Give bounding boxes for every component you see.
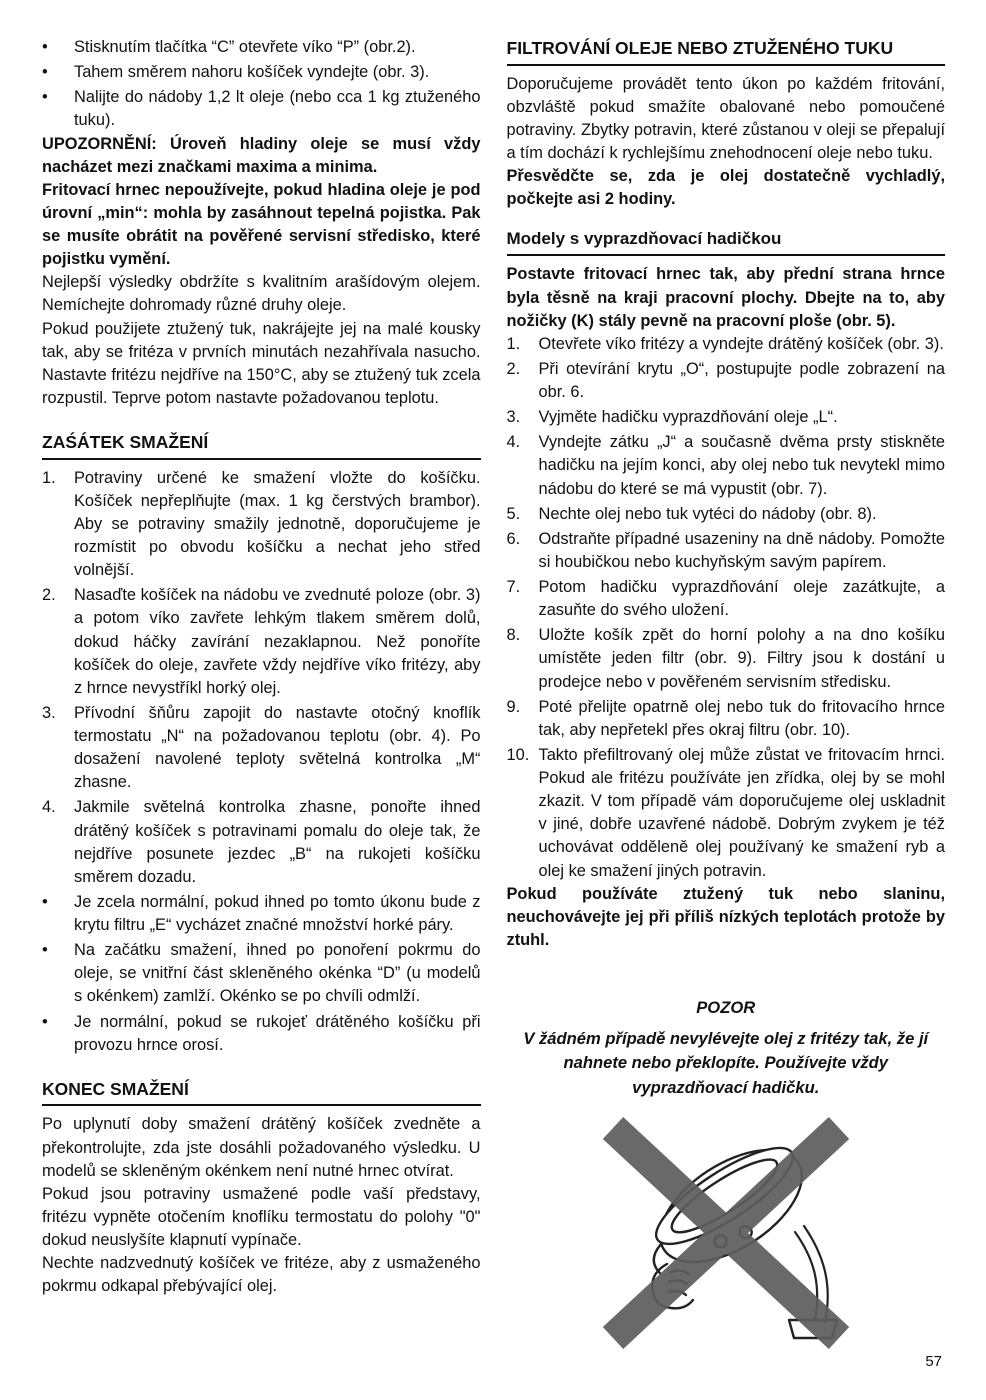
step-item [507, 503, 946, 526]
bullet-icon [42, 36, 74, 59]
step-item [42, 702, 481, 795]
step-item [42, 467, 481, 583]
step-item [507, 333, 946, 356]
step-number: 1. [506, 334, 521, 353]
step-item [42, 796, 481, 889]
step-number: 8. [506, 626, 521, 645]
caution-text: V žádném případě nevylévejte olej z fritézy tak, že jí nahnete nebo překlopíte. Používejte vždy vyprazdňovací hadičku. [523, 1029, 929, 1097]
fryer-pour-illustration [583, 1114, 869, 1352]
step-number: 2. [42, 586, 56, 605]
step-item [507, 744, 946, 883]
step-text: Přívodní šňůru zapojit do nastavte otočný knoflík termostatu „N“ na požadovanou teplotu (obr. 4). Po dosažení navolené teploty světelná kontrolka „M“ zhasne. [74, 703, 481, 792]
step-text: Otevřete víko fritézy a vyndejte drátěný košíček (obr. 3). [538, 334, 944, 353]
warning-paragraph: UPOZORNĚNÍ: Úroveň hladiny oleje se musí vždy nacházet mezi značkami maxima a minima. [42, 134, 481, 176]
step-text: Potom hadičku vyprazdňování oleje zazátkujte, a zasuňte do svého uložení. [538, 578, 945, 620]
step-number: 6. [506, 529, 521, 548]
bullet-item [42, 86, 481, 132]
step-text: Takto přefiltrovaný olej může zůstat ve fritovacím hrnci. Pokud ale fritézu používáte jen zřídka, olej by se mohl zkazit. V tom případě vám doporučujeme olej uskladnit v jiné, dobře uzavřené nádobě. Dobrým zvykem je též uchovávat odděleně olej používaný ke smažení ryb a olej ke smažení jiných potravin. [538, 745, 945, 880]
step-number: 3. [506, 408, 521, 427]
bullet-item [42, 1011, 481, 1057]
step-text: Vyndejte zátku „J“ a současně dvěma prsty stiskněte hadičku na jejím konci, aby olej nebo tuk nevytekl mimo nádobu do které se má vypustit (obr. 7). [538, 433, 945, 498]
bullet-icon [42, 891, 74, 914]
section-heading-zacatek-smazeni: ZAŚÁTEK SMAŽENÍ [42, 430, 481, 460]
step-item [507, 576, 946, 622]
step-item [507, 528, 946, 574]
bullet-icon [42, 1011, 74, 1034]
paragraph: Pokud použijete ztužený tuk, nakrájejte jej na malé kousky tak, aby se fritéza v prvních minutách nezahřívala nasucho. Nastavte fritézu nejdříve na 150°C, aby se ztužený tuk zcela rozpustil. Teprve potom nastavte požadovanou teplotu. [42, 319, 481, 407]
step-number: 9. [506, 697, 521, 716]
bullet-item [42, 939, 481, 1008]
section-heading-konec-smazeni: KONEC SMAŽENÍ [42, 1077, 481, 1107]
prohibition-illustration [583, 1114, 869, 1359]
bullet-icon [42, 86, 74, 109]
bullet-item [42, 36, 481, 59]
paragraph: Doporučujeme provádět tento úkon po každém fritování, obzvláště pokud smažíte obalované nebo pomoučené potraviny. Zbytky potravin, které zůstanou v oleji se přepalují a tím dochází k rychlejšímu znehodnocení oleje nebo tuku. [506, 74, 945, 163]
step-text: Vyjměte hadičku vyprazdňování oleje „L“. [538, 408, 838, 427]
bullet-text: Stisknutím tlačítka “C” otevřete víko “P” (obr.2). [74, 38, 416, 56]
bullet-text: Je zcela normální, pokud ihned po tomto úkonu bude z krytu filtru „E“ vycházet značné množství horké páry. [74, 892, 481, 935]
step-text: Uložte košík zpět do horní polohy a na dno košíku umístěte jeden filtr (obr. 9). Filtry jsou k dostání u prodejce nebo v pověřeném servisním středisku. [538, 626, 945, 691]
step-item [42, 584, 481, 700]
warning-paragraph: Postavte fritovací hrnec tak, aby přední strana hrnce byla těsně na kraji pracovní plochy. Dbejte na to, aby nožičky (K) stály pevně na pracovní ploše (obr. 5). [506, 265, 945, 330]
step-number: 4. [42, 798, 56, 817]
bullet-text: Nalijte do nádoby 1,2 lt oleje (nebo cca 1 kg ztuženého tuku). [74, 88, 481, 130]
warning-paragraph: Pokud používáte ztužený tuk nebo slaninu, neuchovávejte jej při příliš nízkých teplotách protože by ztuhl. [506, 884, 945, 949]
two-column-layout [42, 36, 945, 1359]
step-item [507, 624, 946, 693]
paragraph: Nejlepší výsledky obdržíte s kvalitním arašídovým olejem. Nemíchejte dohromady různé druhy oleje. [42, 273, 481, 315]
section-heading-filtrovani: FILTROVÁNÍ OLEJE NEBO ZTUŽENÉHO TUKU [507, 36, 946, 66]
step-number: 4. [506, 433, 521, 452]
bullet-text: Na začátku smažení, ihned po ponoření pokrmu do oleje, se vnitřní část skleněného okénka “D” (u modelů s okénkem) zamlží. Okénko se po chvíli odmlží. [74, 941, 481, 1006]
paragraph: Nechte nadzvednutý košíček ve fritéze, aby z usmaženého pokrmu odkapal přebývající olej. [42, 1254, 481, 1296]
step-number: 7. [506, 578, 521, 597]
step-item [507, 406, 946, 429]
left-column [42, 36, 481, 1359]
step-number: 5. [506, 504, 521, 523]
step-text: Nasaďte košíček na nádobu ve zvednuté poloze (obr. 3) a potom víko zavřete lehkým tlakem směrem dolů, dokud háčky zavírání nezaklapnou. Než ponoříte košíček do oleje, zavřete vždy nejdříve víko fritézy, aby z hrnce nevystříkl horký olej. [74, 586, 481, 697]
paragraph: Pokud jsou potraviny usmažené podle vaší představy, fritézu vypněte otočením knoflíku termostatu do polohy "0" dokud neuslyšíte klapnutí vypínače. [42, 1184, 481, 1250]
step-text: Nechte olej nebo tuk vytéci do nádoby (obr. 8). [538, 504, 877, 523]
bullet-icon [42, 939, 74, 962]
step-item [507, 696, 946, 742]
section-heading-modely: Modely s vyprazdňovací hadičkou [507, 227, 946, 256]
caution-title: POZOR [696, 998, 756, 1018]
step-text: Poté přelijte opatrně olej nebo tuk do fritovacího hrnce tak, aby nepřetekl přes okraj filtru (obr. 10). [538, 697, 945, 739]
warning-paragraph: Přesvědčte se, zda je olej dostatečně vychladlý, počkejte asi 2 hodiny. [506, 167, 945, 209]
bullet-text: Je normální, pokud se rukojeť drátěného košíčku při provozu hrnce orosí. [74, 1012, 481, 1054]
bullet-icon [42, 61, 74, 84]
step-item [507, 431, 946, 500]
bullet-item [42, 891, 481, 937]
step-number: 3. [42, 703, 56, 722]
paragraph: Po uplynutí doby smažení drátěný košíček zvedněte a překontrolujte, zda jste dosáhli požadovaného výsledku. U modelů se skleněným okénkem není nutné hrnec otvírat. [42, 1115, 481, 1180]
bullet-item [42, 61, 481, 84]
warning-paragraph: Fritovací hrnec nepoužívejte, pokud hladina oleje je pod úrovní „min“: mohla by zasáhnout tepelná pojistka. Pak se musíte obrátit na pověřené servisní středisko, které pojistku vymění. [42, 180, 481, 269]
step-text: Odstraňte případné usazeniny na dně nádoby. Pomožte si houbičkou nebo kuchyňským savým papírem. [538, 529, 945, 571]
bullet-text: Tahem směrem nahoru košíček vyndejte (obr. 3). [74, 63, 430, 82]
page-number: 57 [925, 1353, 942, 1370]
step-number: 2. [506, 359, 521, 378]
step-number: 10. [506, 745, 530, 764]
step-text: Potraviny určené ke smažení vložte do košíčku. Košíček nepřeplňujte (max. 1 kg čerstvých brambor). Aby se potraviny smažily jednotně, doporučujeme je rozmístit po obvodu košíčku a nechat jeho střed volnější. [74, 468, 481, 580]
step-text: Jakmile světelná kontrolka zhasne, ponořte ihned drátěný košíček s potravinami pomalu do oleje tak, že nejdříve posunete jezdec „B“ na rukojeti košíčku směrem dozadu. [74, 798, 481, 886]
step-text: Při otevírání krytu „O“, postupujte podle zobrazení na obr. 6. [538, 359, 945, 402]
step-item [507, 358, 946, 404]
step-number: 1. [42, 468, 56, 487]
right-column [507, 36, 946, 1359]
